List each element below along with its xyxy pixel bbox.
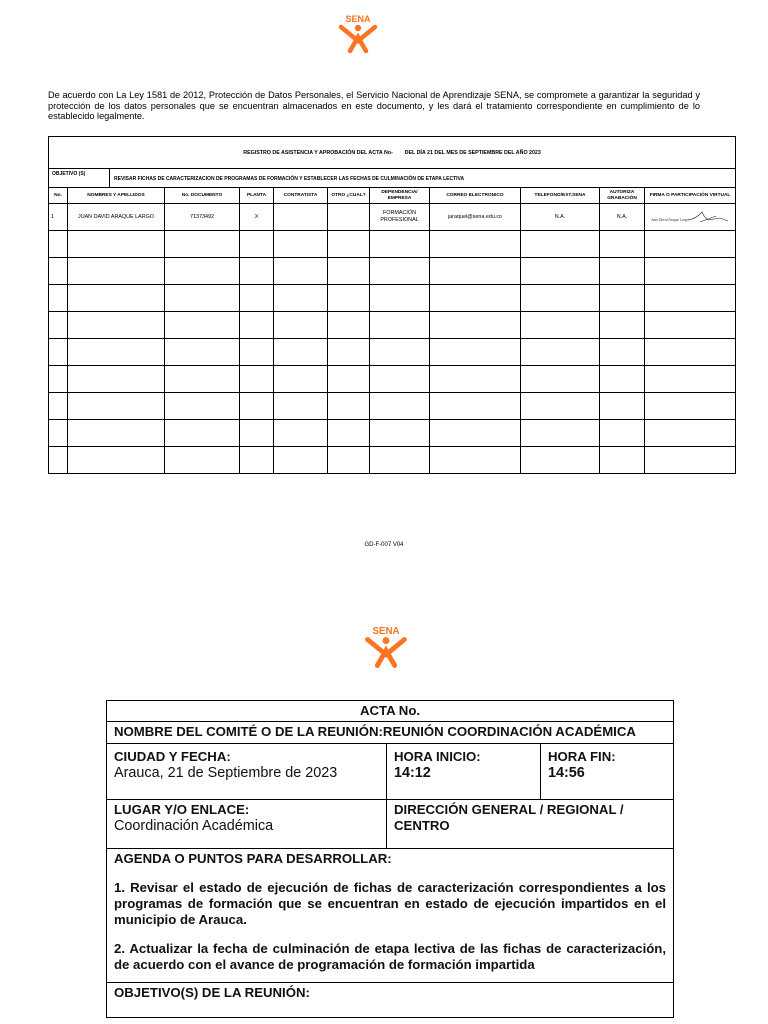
empty-cell [430, 285, 521, 312]
end-time-label: HORA FIN: [548, 749, 616, 764]
empty-cell [328, 366, 370, 393]
form-code: GD-F-007 V04 [364, 542, 404, 548]
empty-cell [430, 231, 521, 258]
empty-cell [165, 366, 240, 393]
empty-cell [240, 285, 274, 312]
sena-logo-bottom [360, 622, 412, 670]
empty-cell [274, 339, 328, 366]
empty-cell [521, 258, 600, 285]
empty-cell [165, 420, 240, 447]
svg-text:Juan David Araque Largo: Juan David Araque Largo [651, 217, 689, 222]
empty-cell [600, 393, 645, 420]
empty-cell [49, 285, 68, 312]
empty-cell [274, 393, 328, 420]
objective-label: OBJETIVO (S) [49, 169, 110, 187]
empty-cell [68, 339, 165, 366]
empty-cell [328, 447, 370, 474]
empty-cell [600, 231, 645, 258]
empty-cell [328, 339, 370, 366]
row-planta: X [240, 204, 274, 231]
row-document: 71373492 [165, 204, 240, 231]
col-header: CORREO ELECTRONICO [430, 188, 521, 204]
direction-cell [387, 800, 674, 849]
empty-cell [600, 420, 645, 447]
empty-cell [49, 447, 68, 474]
empty-cell [645, 393, 736, 420]
empty-cell [645, 447, 736, 474]
empty-cell [274, 420, 328, 447]
empty-cell [645, 339, 736, 366]
empty-cell [370, 339, 430, 366]
empty-cell [645, 366, 736, 393]
acta-table [106, 700, 674, 1018]
row-signature [645, 204, 736, 231]
empty-cell [521, 366, 600, 393]
empty-cell [521, 285, 600, 312]
agenda-cell [107, 849, 674, 983]
city-date-value: Arauca, 21 de Septiembre de 2023 [114, 765, 338, 781]
empty-cell [600, 285, 645, 312]
table-row-empty [49, 312, 736, 339]
direction-label: DIRECCIÓN GENERAL / REGIONAL / CENTRO [394, 802, 624, 833]
committee-name [107, 722, 674, 744]
empty-cell [68, 420, 165, 447]
empty-cell [645, 420, 736, 447]
empty-cell [521, 447, 600, 474]
empty-cell [240, 420, 274, 447]
empty-cell [274, 366, 328, 393]
empty-cell [49, 258, 68, 285]
empty-cell [430, 420, 521, 447]
empty-cell [240, 366, 274, 393]
empty-cell [645, 258, 736, 285]
row-otro [328, 204, 370, 231]
signature-image [650, 207, 730, 225]
empty-cell [274, 312, 328, 339]
empty-cell [328, 420, 370, 447]
objectives-label: OBJETIVO(S) DE LA REUNIÓN: [114, 985, 310, 1000]
col-header: AUTORIZA GRABACIÓN [600, 188, 645, 204]
empty-cell [521, 339, 600, 366]
col-header: PLANTA [240, 188, 274, 204]
table-row-empty [49, 366, 736, 393]
col-header: CONTRATISTA [274, 188, 328, 204]
empty-cell [274, 285, 328, 312]
empty-cell [370, 231, 430, 258]
empty-cell [274, 447, 328, 474]
empty-cell [430, 312, 521, 339]
row-autoriza: N.A. [600, 204, 645, 231]
empty-cell [430, 258, 521, 285]
empty-cell [49, 366, 68, 393]
empty-cell [328, 231, 370, 258]
empty-cell [370, 420, 430, 447]
row-name: JUAN DAVID ARAQUE LARGO [68, 204, 165, 231]
committee-label: NOMBRE DEL COMITÉ O DE LA REUNIÓN: [114, 724, 383, 739]
empty-cell [521, 312, 600, 339]
empty-cell [165, 231, 240, 258]
empty-cell [165, 447, 240, 474]
attendance-title-right: DEL DÍA 21 DEL MES DE SEPTIEMBRE DEL AÑO 2023 [404, 149, 541, 156]
attendance-title [49, 137, 736, 169]
empty-cell [430, 339, 521, 366]
end-time-value: 14:56 [548, 765, 585, 781]
city-date-label: CIUDAD Y FECHA: [114, 749, 231, 764]
empty-cell [49, 420, 68, 447]
acta-number: ACTA No. [107, 701, 674, 722]
empty-cell [68, 366, 165, 393]
empty-cell [645, 285, 736, 312]
empty-cell [274, 231, 328, 258]
empty-cell [328, 312, 370, 339]
place-value: Coordinación Académica [114, 818, 274, 834]
empty-cell [600, 366, 645, 393]
empty-cell [370, 312, 430, 339]
table-row-empty [49, 285, 736, 312]
row-contratista [274, 204, 328, 231]
empty-cell [165, 258, 240, 285]
empty-cell [328, 258, 370, 285]
empty-cell [430, 366, 521, 393]
attendance-column-headers [49, 188, 736, 204]
logo-text: SENA [372, 626, 400, 638]
empty-cell [370, 447, 430, 474]
col-header: No. [49, 188, 68, 204]
empty-cell [328, 393, 370, 420]
empty-cell [68, 312, 165, 339]
table-row-empty [49, 420, 736, 447]
empty-cell [49, 312, 68, 339]
place-label: LUGAR Y/O ENLACE: [114, 802, 250, 817]
attendance-table [48, 136, 736, 474]
empty-cell [370, 285, 430, 312]
empty-cell [521, 420, 600, 447]
data-protection-notice: De acuerdo con La Ley 1581 de 2012, Protección de Datos Personales, el Servicio Nacional de Aprendizaje SENA, se compromete a garantizar la seguridad y protección de los datos personales que se encuentran almacenados en este documento, y les dará el tratamiento correspondiente en cumplimiento de lo establecido legalmente. [48, 90, 700, 121]
empty-cell [240, 339, 274, 366]
agenda-item: 1. Revisar el estado de ejecución de fichas de caracterización correspondientes a los programas de formación que se encuentran en estado de ejecución impartidos en el municipio de Arauca. [114, 880, 667, 927]
empty-cell [240, 258, 274, 285]
sena-logo-top [334, 13, 382, 53]
attendance-title-left: REGISTRO DE ASISTENCIA Y APROBACIÓN DEL ACTA No- [243, 149, 393, 156]
row-email: jaraquel@sena.edu.co [430, 204, 521, 231]
empty-cell [49, 339, 68, 366]
start-time-cell [387, 744, 541, 800]
end-time-cell [541, 744, 674, 800]
table-row-empty [49, 393, 736, 420]
col-header: FIRMA O PARTICIPACIÓN VIRTUAL [645, 188, 736, 204]
empty-cell [49, 393, 68, 420]
start-time-value: 14:12 [394, 765, 431, 781]
col-header: DEPENDENCIA/ EMPRESA [370, 188, 430, 204]
empty-cell [645, 312, 736, 339]
col-header: NOMBRES Y APELLIDOS [68, 188, 165, 204]
sena-logo-icon [360, 622, 412, 670]
row-phone: N.A. [521, 204, 600, 231]
empty-cell [49, 231, 68, 258]
empty-cell [68, 231, 165, 258]
committee-value: REUNIÓN COORDINACIÓN ACADÉMICA [382, 724, 636, 739]
empty-cell [645, 231, 736, 258]
empty-cell [274, 258, 328, 285]
agenda-item: 2. Actualizar la fecha de culminación de etapa lectiva de las fichas de caracterización, de acuerdo con el avance de programación de formación impartida [114, 941, 667, 972]
empty-cell [165, 285, 240, 312]
col-header: TELEFONO/EXT.SENA [521, 188, 600, 204]
empty-cell [240, 231, 274, 258]
table-row-empty [49, 447, 736, 474]
table-row-empty [49, 258, 736, 285]
table-row-empty [49, 231, 736, 258]
logo-text: SENA [345, 14, 371, 24]
empty-cell [600, 312, 645, 339]
start-time-label: HORA INICIO: [394, 749, 481, 764]
empty-cell [165, 339, 240, 366]
place-cell [107, 800, 387, 849]
agenda-label: AGENDA O PUNTOS PARA DESARROLLAR: [114, 851, 392, 866]
empty-cell [521, 231, 600, 258]
empty-cell [430, 447, 521, 474]
city-date-cell [107, 744, 387, 800]
empty-cell [68, 447, 165, 474]
empty-cell [521, 393, 600, 420]
empty-cell [68, 393, 165, 420]
empty-cell [370, 393, 430, 420]
col-header: OTRO ¿CUAL? [328, 188, 370, 204]
empty-cell [600, 258, 645, 285]
objective-text: REVISAR FICHAS DE CARACTERIZACION DE PROGRAMAS DE FORMACIÓN Y ESTABLECER LAS FECHAS DE CULMINACIÓN DE ETAPA LECTIVA [114, 176, 465, 182]
empty-cell [430, 393, 521, 420]
empty-cell [68, 258, 165, 285]
empty-cell [68, 285, 165, 312]
row-no: 1 [49, 204, 68, 231]
empty-cell [165, 312, 240, 339]
empty-cell [165, 393, 240, 420]
empty-cell [328, 285, 370, 312]
table-row [49, 204, 736, 231]
empty-cell [600, 339, 645, 366]
empty-cell [370, 258, 430, 285]
sena-logo-icon [334, 13, 382, 53]
empty-cell [600, 447, 645, 474]
empty-cell [370, 366, 430, 393]
table-row-empty [49, 339, 736, 366]
empty-cell [240, 312, 274, 339]
empty-cell [240, 393, 274, 420]
empty-cell [240, 447, 274, 474]
objectives-cell [107, 983, 674, 1018]
col-header: No. DOCUMENTO [165, 188, 240, 204]
row-dependencia: FORMACIÓN PROFESIONAL [370, 204, 430, 231]
